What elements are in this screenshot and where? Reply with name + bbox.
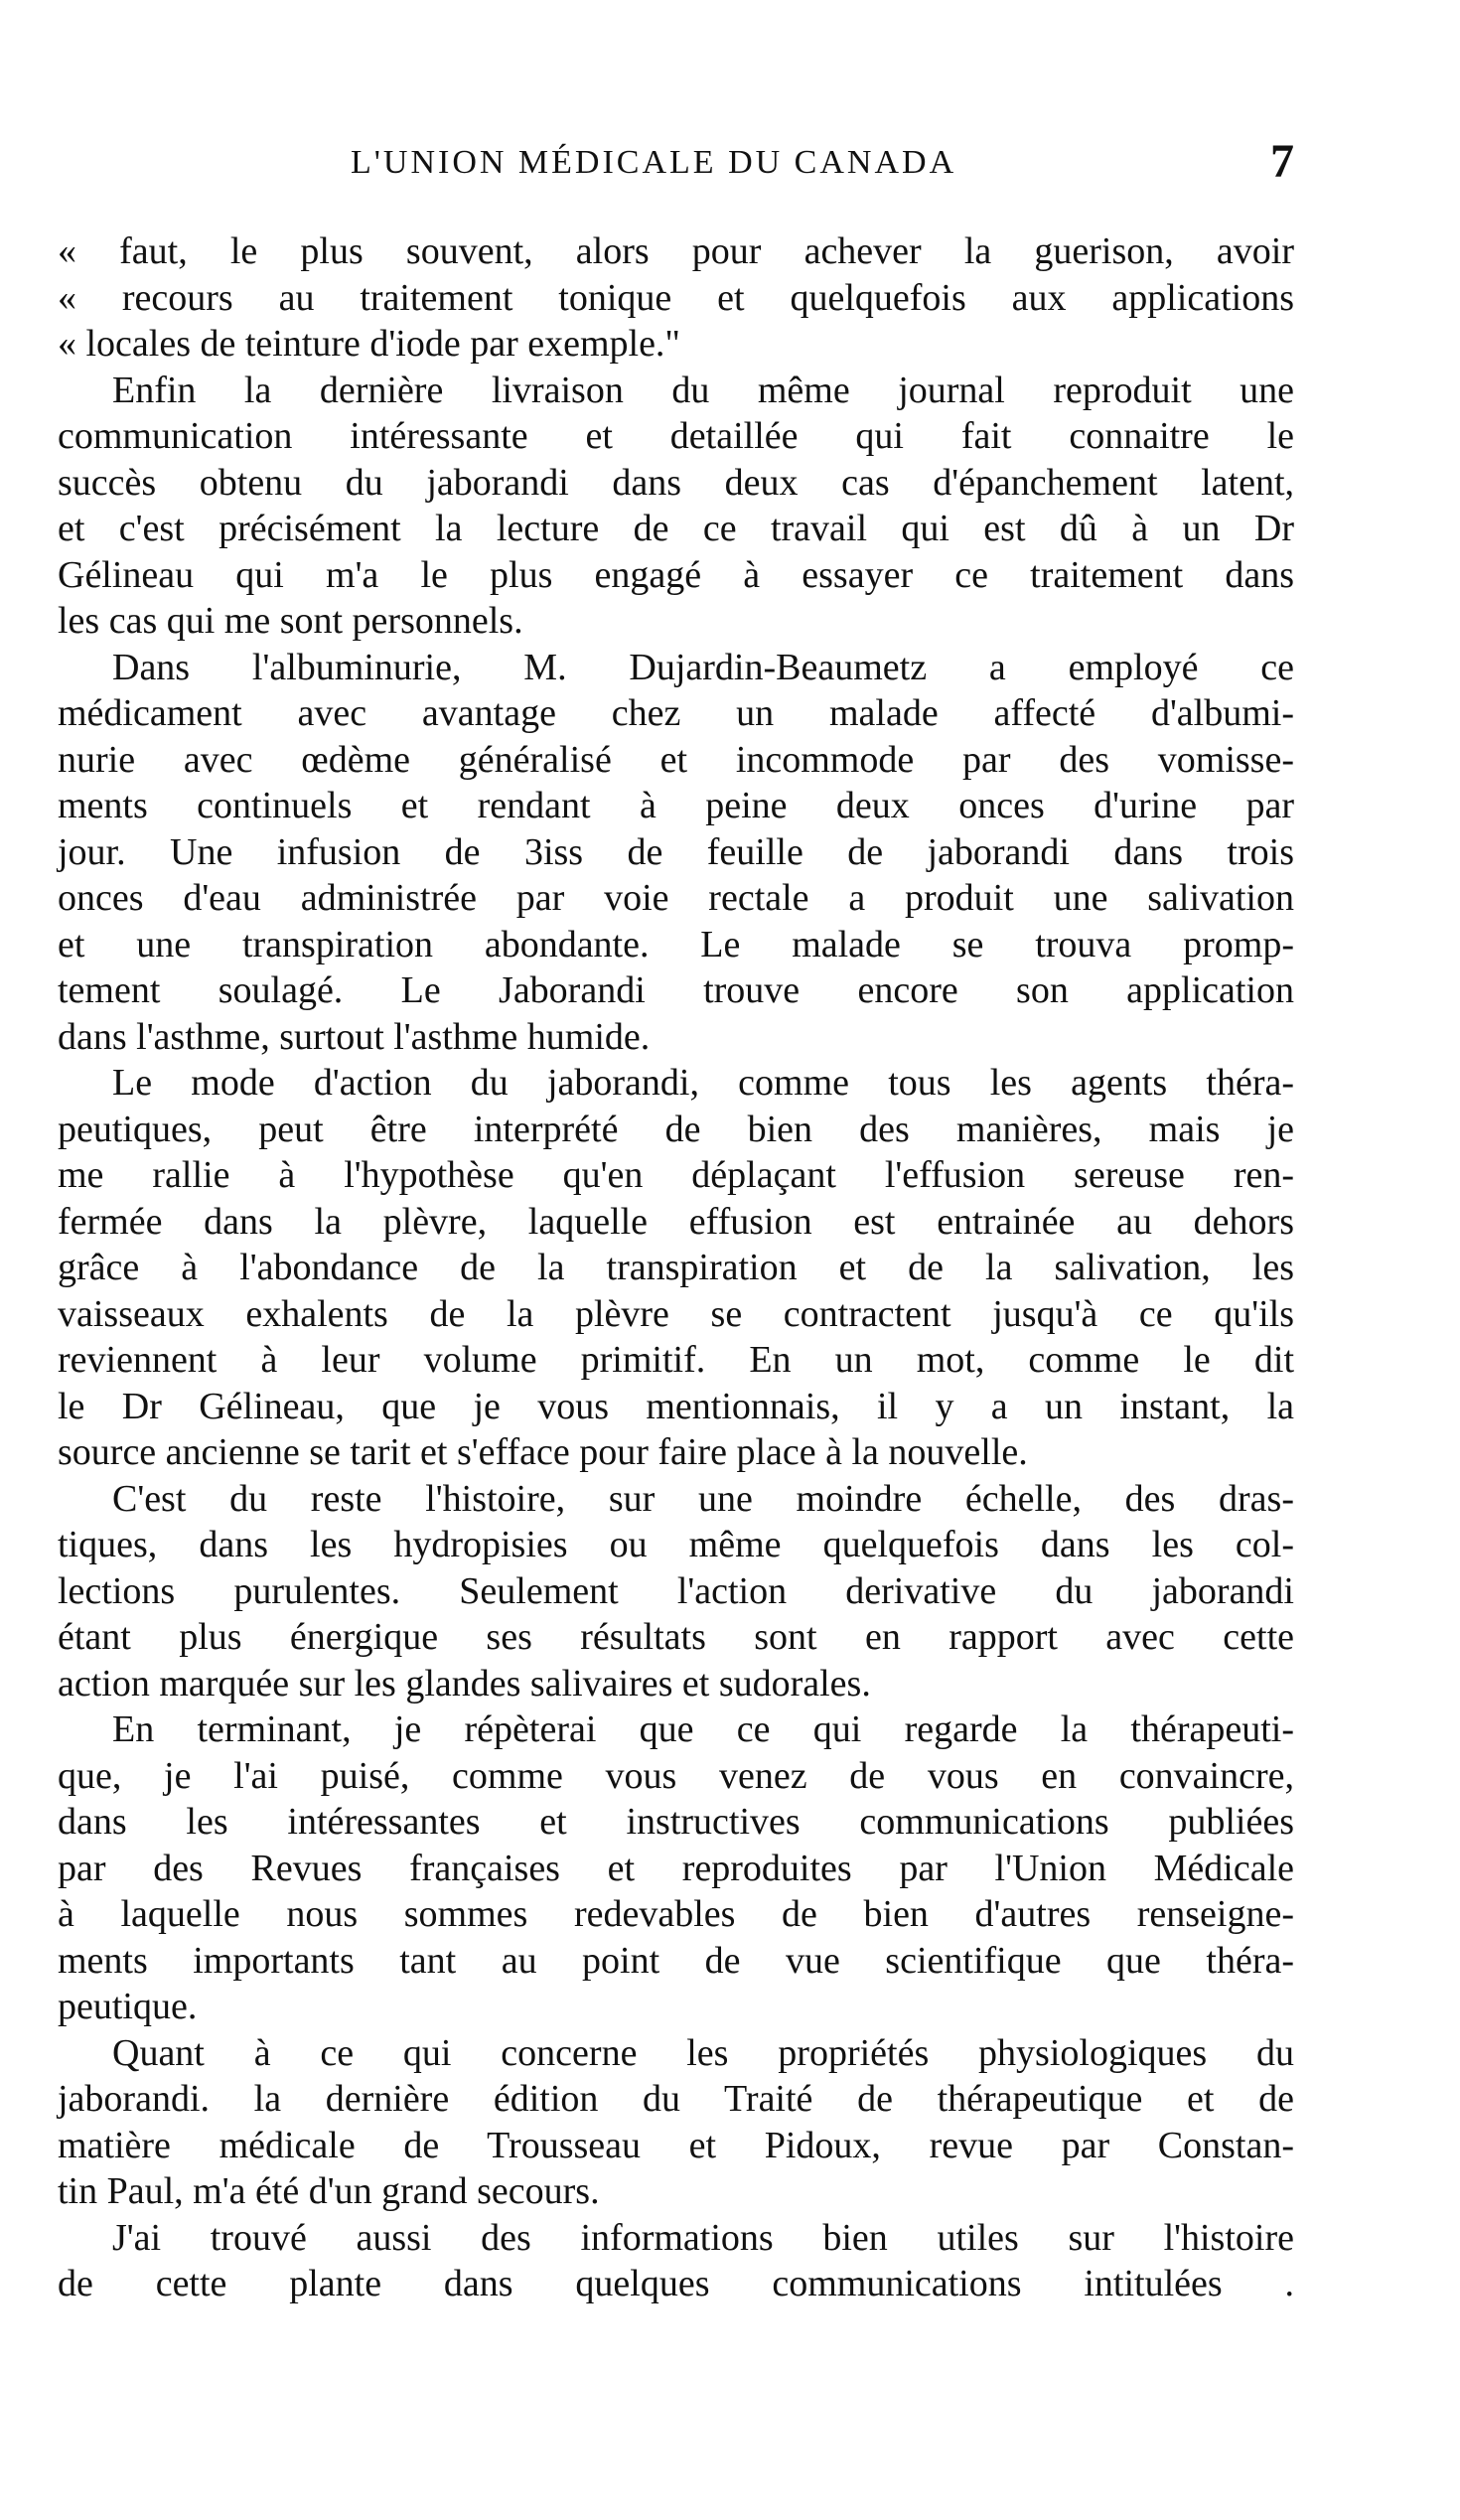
running-title: L'UNION MÉDICALE DU CANADA xyxy=(351,144,957,181)
text-line: Quant à ce qui concerne les propriétés physiologiques du xyxy=(112,2031,1294,2074)
text-line: Gélineau qui m'a le plus engagé à essayer ce traitement dans xyxy=(58,553,1294,596)
text-line: lections purulentes. Seulement l'action derivative du jaborandi xyxy=(58,1569,1294,1612)
body-text xyxy=(58,228,1294,2307)
text-line: action marquée sur les glandes salivaires et sudorales. xyxy=(58,1662,871,1705)
text-line: tement soulagé. Le Jaborandi trouve encore son application xyxy=(58,969,1294,1011)
text-line: ments importants tant au point de vue scientifique que théra- xyxy=(58,1939,1294,1982)
text-line: onces d'eau administrée par voie rectale a produit une salivation xyxy=(58,877,1294,919)
text-line: reviennent à leur volume primitif. En un mot, comme le dit xyxy=(58,1339,1294,1381)
text-line: Enfin la dernière livraison du même journal reproduit une xyxy=(112,369,1294,411)
text-line: jaborandi. la dernière édition du Traité de thérapeutique et de xyxy=(58,2078,1294,2120)
text-line: En terminant, je répèterai que ce qui regarde la thérapeuti- xyxy=(112,1708,1294,1750)
text-line: dans l'asthme, surtout l'asthme humide. xyxy=(58,1015,651,1058)
text-line: peutiques, peut être interprété de bien des manières, mais je xyxy=(58,1108,1294,1150)
text-line: « locales de teinture d'iode par exemple." xyxy=(58,323,680,365)
text-line: par des Revues françaises et reproduites par l'Union Médicale xyxy=(58,1847,1294,1889)
text-line: vaisseaux exhalents de la plèvre se contractent jusqu'à ce qu'ils xyxy=(58,1292,1294,1335)
text-line: « faut, le plus souvent, alors pour achever la guerison, avoir xyxy=(58,230,1294,272)
text-line: grâce à l'abondance de la transpiration et de la salivation, les xyxy=(58,1247,1294,1288)
text-line: ments continuels et rendant à peine deux onces d'urine par xyxy=(58,785,1294,826)
text-line: et c'est précisément la lecture de ce travail qui est dû à un Dr xyxy=(58,508,1294,549)
text-line: étant plus énergique ses résultats sont en rapport avec cette xyxy=(58,1616,1294,1658)
text-line: nurie avec œdème généralisé et incommode par des vomisse- xyxy=(58,738,1294,781)
text-line: J'ai trouvé aussi des informations bien utiles sur l'histoire xyxy=(112,2216,1294,2259)
text-line: peutique. xyxy=(58,1986,198,2027)
text-line: de cette plante dans quelques communications intitulées . xyxy=(58,2263,1294,2304)
text-line: dans les intéressantes et instructives communications publiées xyxy=(58,1801,1294,1843)
text-line: médicament avec avantage chez un malade affecté d'albumi- xyxy=(58,692,1294,734)
text-line: à laquelle nous sommes redevables de bien d'autres renseigne- xyxy=(58,1893,1294,1935)
text-line: me rallie à l'hypothèse qu'en déplaçant l'effusion sereuse ren- xyxy=(58,1154,1294,1196)
text-line: succès obtenu du jaborandi dans deux cas d'épanchement latent, xyxy=(58,461,1294,504)
text-line: fermée dans la plèvre, laquelle effusion est entrainée au dehors xyxy=(58,1200,1294,1243)
text-line: tin Paul, m'a été d'un grand secours. xyxy=(58,2170,600,2212)
text-line: C'est du reste l'histoire, sur une moindre échelle, des dras- xyxy=(112,1477,1294,1520)
text-line: le Dr Gélineau, que je vous mentionnais, il y a un instant, la xyxy=(58,1385,1294,1427)
text-line: Le mode d'action du jaborandi, comme tous les agents théra- xyxy=(112,1062,1294,1104)
text-line: que, je l'ai puisé, comme vous venez de vous en convaincre, xyxy=(58,1754,1294,1797)
text-line: Dans l'albuminurie, M. Dujardin-Beaumetz a employé ce xyxy=(112,646,1294,688)
text-line: et une transpiration abondante. Le malade se trouva promp- xyxy=(58,923,1294,965)
page-number: 7 xyxy=(1270,135,1294,188)
text-line: source ancienne se tarit et s'efface pour faire place à la nouvelle. xyxy=(58,1431,1028,1473)
text-line: jour. Une infusion de 3iss de feuille de jaborandi dans trois xyxy=(58,830,1294,873)
text-line: tiques, dans les hydropisies ou même quelquefois dans les col- xyxy=(58,1524,1294,1565)
text-line: « recours au traitement tonique et quelquefois aux applications xyxy=(58,276,1294,319)
page-header xyxy=(58,135,1294,204)
text-line: matière médicale de Trousseau et Pidoux, revue par Constan- xyxy=(58,2124,1294,2166)
text-line: les cas qui me sont personnels. xyxy=(58,600,523,642)
text-line: communication intéressante et detaillée qui fait connaitre le xyxy=(58,415,1294,457)
